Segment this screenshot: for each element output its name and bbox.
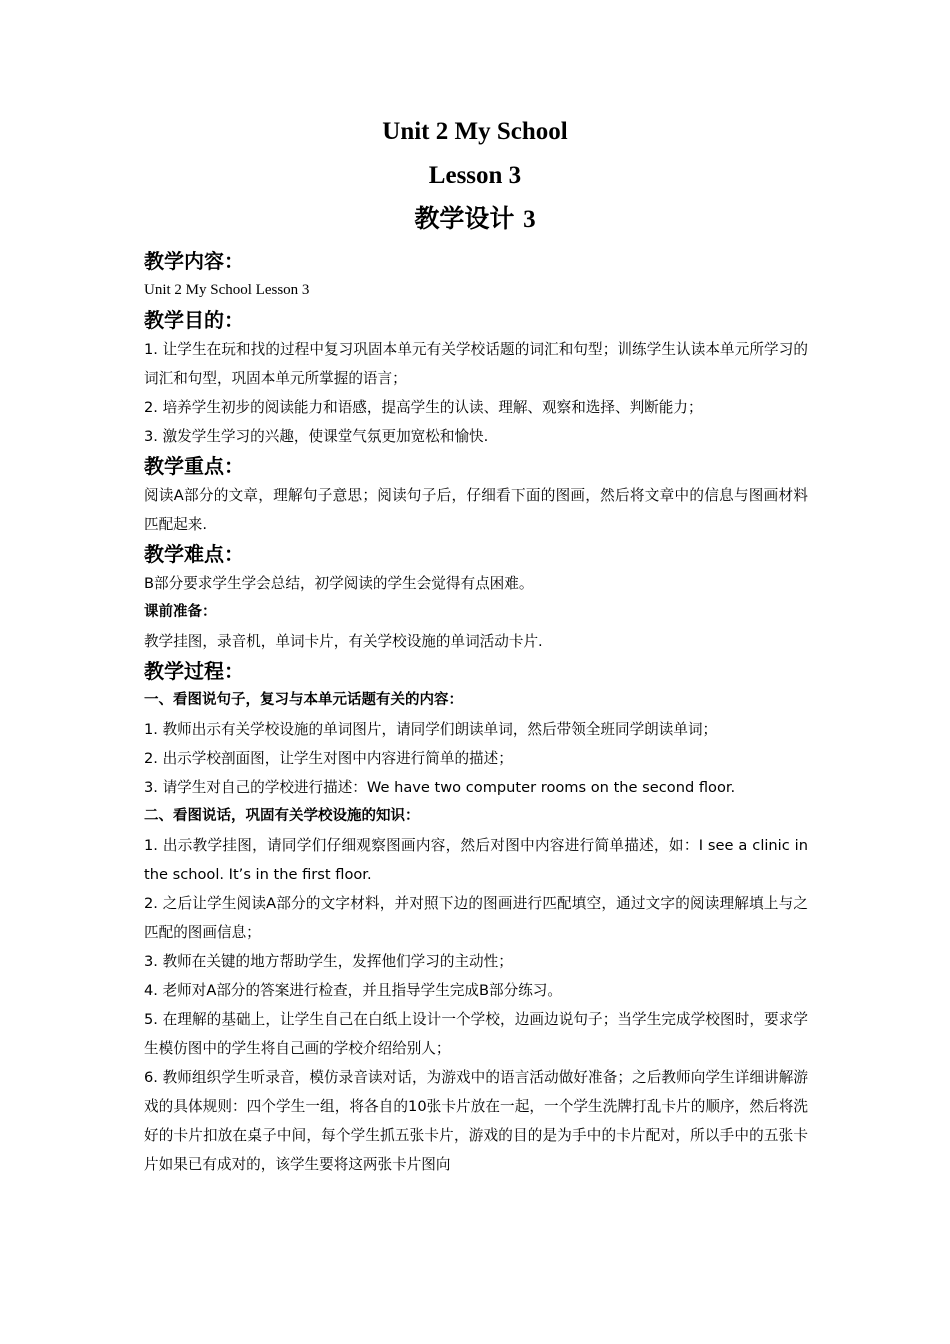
process-part2-heading: 二、看图说话，巩固有关学校设施的知识： [144, 808, 420, 824]
section-heading-key-points: 教学重点： [144, 454, 244, 478]
process-item: 4. 老师对A部分的答案进行检查，并且指导学生完成B部分练习。 [144, 982, 562, 999]
document-title: Unit 2 My School [382, 118, 568, 145]
section-heading-content: 教学内容： [144, 249, 244, 273]
lesson-title: Lesson 3 [428, 162, 522, 189]
section-heading-objectives: 教学目的： [144, 308, 244, 332]
process-item: 5. 在理解的基础上，让学生自己在白纸上设计一个学校，边画边说句子；当学生完成学校图时，要求学生模仿图中的学生将自己画的学校介绍给别人； [144, 1011, 808, 1057]
process-item: 1. 出示教学挂图，请同学们仔细观察图画内容，然后对图中内容进行简单描述，如：I see a clinic in the school. It’s in the first floor. [144, 837, 808, 883]
difficulties-text: B部分要求学生学会总结，初学阅读的学生会觉得有点困难。 [144, 575, 534, 592]
design-title-cn: 教学设计 [414, 204, 515, 233]
section-heading-process: 教学过程： [144, 659, 244, 683]
process-item: 6. 教师组织学生听录音，模仿录音读对话，为游戏中的语言活动做好准备；之后教师向学生详细讲解游戏的具体规则：四个学生一组，将各自的10张卡片放在一起，一个学生洗牌打乱卡片的顺序，然后将洗好的卡片扣放在桌子中间，每个学生抓五张卡片，游戏的目的是为手中的卡片配对，所以手中的五张卡片如果已有成对的，该学生要将这两张卡片图向 [144, 1069, 808, 1173]
objective-item: 2. 培养学生初步的阅读能力和语感，提高学生的认读、理解、观察和选择、判断能力； [144, 399, 703, 416]
content-text: Unit 2 My School Lesson 3 [144, 282, 310, 298]
process-item: 3. 教师在关键的地方帮助学生，发挥他们学习的主动性； [144, 953, 513, 970]
objective-item: 3. 激发学生学习的兴趣，使课堂气氛更加宽松和愉快. [144, 428, 489, 445]
preparation-text: 教学挂图，录音机，单词卡片，有关学校设施的单词活动卡片. [144, 633, 543, 650]
process-item: 3. 请学生对自己的学校进行描述：We have two computer rooms on the second floor. [144, 779, 736, 796]
process-item: 1. 教师出示有关学校设施的单词图片，请同学们朗读单词，然后带领全班同学朗读单词； [144, 721, 718, 738]
document-body [144, 246, 808, 1179]
process-item: 2. 出示学校剖面图，让学生对图中内容进行简单的描述； [144, 750, 513, 767]
section-heading-difficulties: 教学难点： [144, 542, 244, 566]
design-title-number: 3 [523, 206, 536, 233]
objective-item: 1. 让学生在玩和找的过程中复习巩固本单元有关学校话题的词汇和句型；训练学生认读本单元所学习的词汇和句型，巩固本单元所掌握的语言； [144, 341, 808, 387]
process-part1-heading: 一、看图说句子，复习与本单元话题有关的内容： [144, 692, 463, 708]
design-title [0, 202, 950, 237]
section-heading-preparation: 课前准备： [144, 604, 217, 620]
process-item: 2. 之后让学生阅读A部分的文字材料，并对照下边的图画进行匹配填空，通过文字的阅读理解填上与之匹配的图画信息； [144, 895, 808, 941]
key-points-text: 阅读A部分的文章，理解句子意思；阅读句子后，仔细看下面的图画，然后将文章中的信息与图画材料匹配起来. [144, 487, 808, 533]
